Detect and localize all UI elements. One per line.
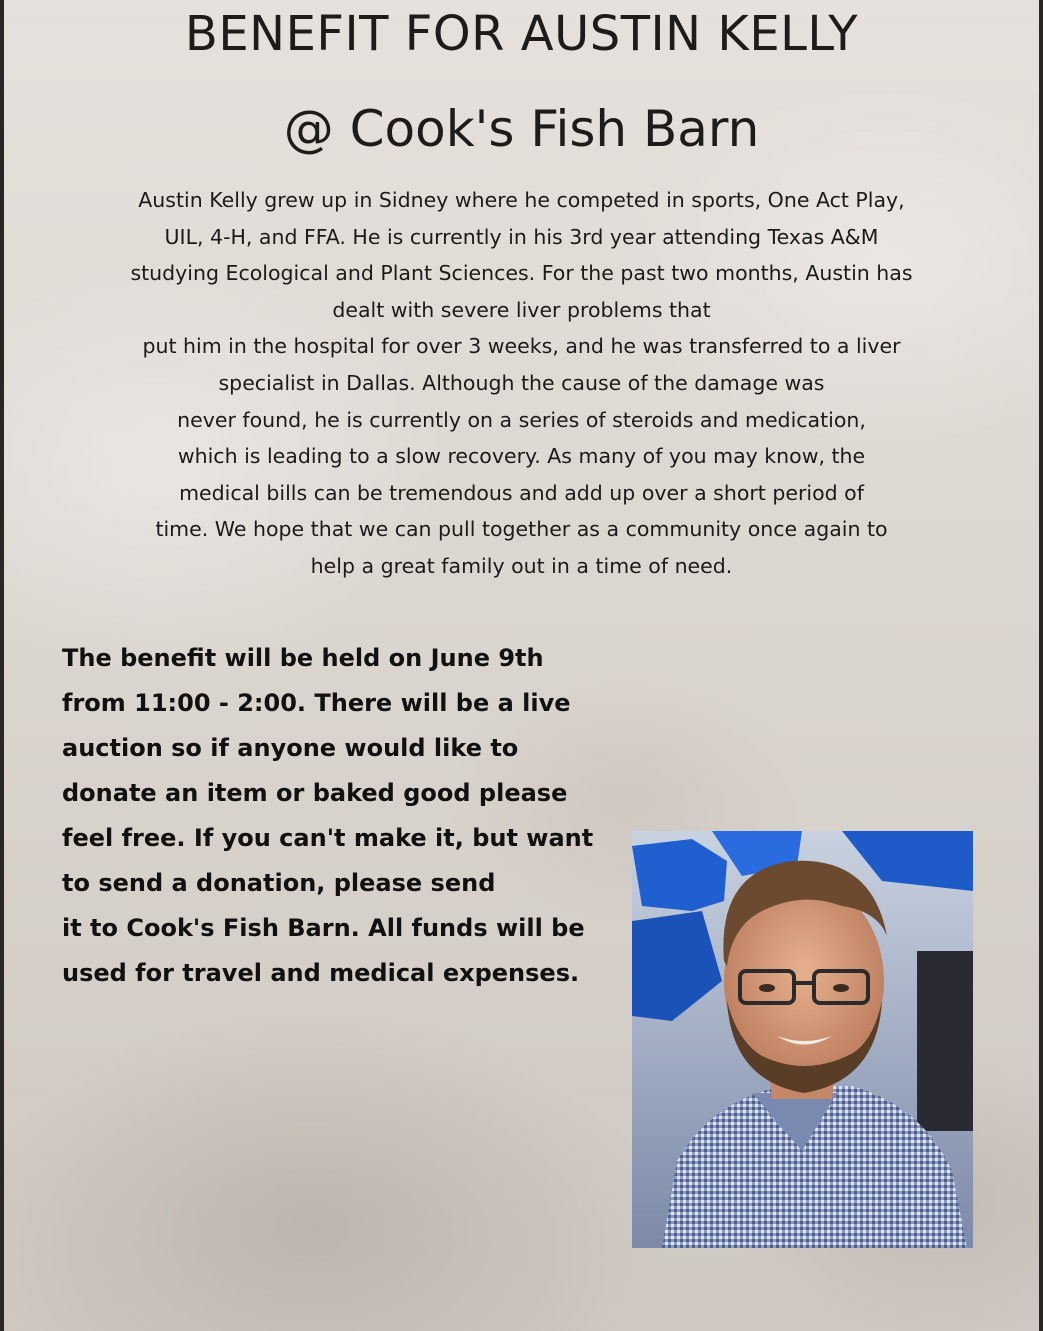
flyer-venue: @ Cook's Fish Barn [283, 100, 760, 158]
intro-line: Austin Kelly grew up in Sidney where he competed in sports, One Act Play, [138, 188, 905, 212]
details-line: it to Cook's Fish Barn. All funds will be [62, 914, 585, 942]
details-line: to send a donation, please send [62, 869, 496, 897]
details-line: feel free. If you can't make it, but want [62, 824, 594, 852]
intro-line: put him in the hospital for over 3 weeks, and he was transferred to a liver [142, 334, 901, 359]
right-border [1039, 0, 1043, 1331]
details-line: from 11:00 - 2:00. There will be a live [62, 689, 571, 717]
intro-line: medical bills can be tremendous and add up over a short period of [179, 480, 864, 505]
portrait-photo [632, 831, 973, 1248]
intro-line: never found, he is currently on a series of steroids and medication, [177, 407, 866, 432]
flyer-title: BENEFIT FOR AUSTIN KELLY [184, 6, 859, 62]
intro-line: which is leading to a slow recovery. As many of you may know, the [177, 444, 866, 469]
details-line: The benefit will be held on June 9th [62, 644, 544, 672]
left-eye [759, 984, 775, 992]
intro-paragraph [90, 182, 953, 585]
portrait-illustration [632, 831, 973, 1248]
intro-line: specialist in Dallas. Although the cause of the damage was [218, 370, 825, 395]
intro-line: UIL, 4-H, and FFA. He is currently in his 3rd year attending Texas A&M [164, 224, 879, 249]
intro-line: dealt with severe liver problems that [332, 297, 711, 322]
intro-line: studying Ecological and Plant Sciences. For the past two months, Austin has [130, 261, 913, 286]
details-line: donate an item or baked good please [62, 779, 568, 807]
intro-line: time. We hope that we can pull together as a community once again to [155, 517, 888, 542]
intro-line: help a great family out in a time of need. [310, 553, 733, 578]
details-line: auction so if anyone would like to [62, 734, 519, 762]
right-eye [833, 984, 849, 992]
event-details [62, 636, 632, 996]
details-line: used for travel and medical expenses. [62, 959, 580, 987]
photo-shadow [917, 951, 973, 1131]
left-border [0, 0, 4, 1331]
